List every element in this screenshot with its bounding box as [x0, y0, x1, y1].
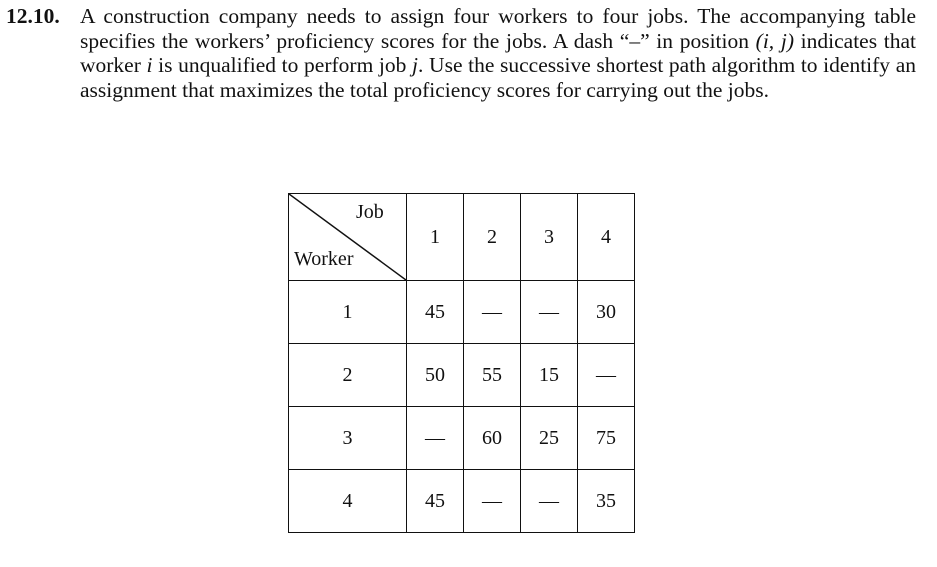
job-axis-label: Job — [356, 201, 384, 223]
problem-statement — [6, 4, 916, 102]
problem-text — [80, 4, 916, 102]
job-header: 3 — [521, 194, 578, 281]
job-header: 4 — [578, 194, 635, 281]
worker-axis-label: Worker — [294, 248, 354, 270]
score-cell: 30 — [578, 281, 635, 344]
score-cell: — — [578, 344, 635, 407]
job-header: 2 — [464, 194, 521, 281]
table-row — [289, 344, 635, 407]
proficiency-table — [288, 193, 635, 533]
job-header: 1 — [407, 194, 464, 281]
score-cell: 50 — [407, 344, 464, 407]
score-cell: 45 — [407, 470, 464, 533]
problem-number: 12.10. — [6, 4, 60, 28]
score-cell: 55 — [464, 344, 521, 407]
score-cell: — — [464, 470, 521, 533]
problem-text-part2: indicates that worker — [80, 28, 917, 77]
worker-header: 2 — [289, 344, 407, 407]
score-cell: — — [521, 470, 578, 533]
problem-text-part4: . Use the successive shortest path algorithm to identify an assignment that maximizes the total proficiency scores for carrying out the jobs. — [80, 53, 916, 102]
score-cell: — — [521, 281, 578, 344]
table-row — [289, 281, 635, 344]
score-cell: 45 — [407, 281, 464, 344]
table-row — [289, 470, 635, 533]
score-cell: 75 — [578, 407, 635, 470]
worker-header: 1 — [289, 281, 407, 344]
score-cell: — — [464, 281, 521, 344]
score-cell: 15 — [521, 344, 578, 407]
problem-text-part1: A construction company needs to assign four workers to four jobs. The accompanying table specifies the workers’ proficiency scores for the jobs. A dash “–” in position — [80, 4, 916, 53]
job-symbol: j — [412, 53, 419, 77]
worker-symbol: i — [146, 53, 153, 77]
worker-header: 3 — [289, 407, 407, 470]
worker-header: 4 — [289, 470, 407, 533]
corner-cell — [289, 194, 407, 281]
score-cell: 35 — [578, 470, 635, 533]
position-symbol: (i, j) — [755, 28, 794, 53]
problem-text-part3: is unqualified to perform job — [152, 53, 413, 77]
score-cell: 25 — [521, 407, 578, 470]
table-row — [289, 407, 635, 470]
score-cell: 60 — [464, 407, 521, 470]
score-cell: — — [407, 407, 464, 470]
header-row — [289, 194, 635, 281]
